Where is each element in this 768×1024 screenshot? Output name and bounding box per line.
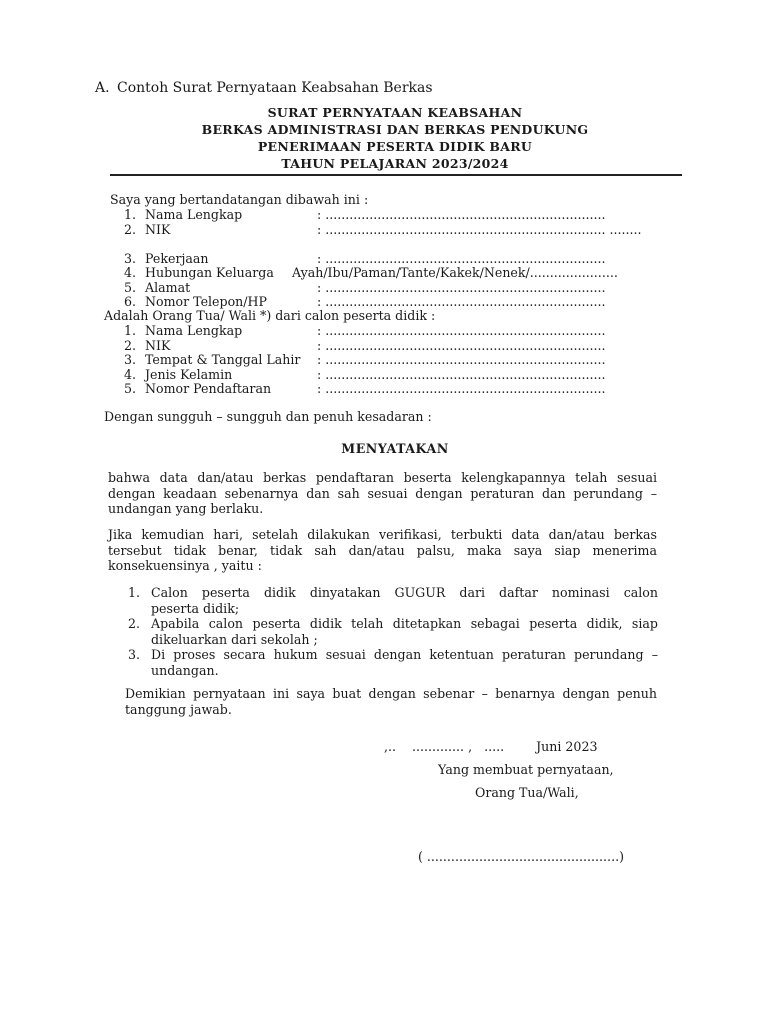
field-number: 4. [123, 265, 136, 280]
list-line: peserta didik; [151, 600, 240, 616]
signature-maker: Yang membuat pernyataan, [438, 762, 614, 777]
field-blank: : ...................................................................... [317, 323, 606, 338]
field-label: NIK [145, 338, 171, 353]
paragraph-line: bahwa data dan/atau berkas pendaftaran beserta kelengkapannya telah sesuai [108, 470, 657, 485]
consequence-list [128, 585, 658, 678]
field-blank: : ...................................................................... [317, 352, 606, 367]
paragraph-line: konsekuensinya , yaitu : [108, 558, 262, 573]
field-label: Nama Lengkap [145, 323, 243, 338]
title-divider [110, 174, 682, 176]
paragraph-consequence [108, 527, 657, 574]
list-line: dikeluarkan dari sekolah ; [151, 631, 318, 647]
list-line: Calon peserta didik dinyatakan GUGUR dari daftar nominasi calon [151, 585, 658, 600]
list-item [128, 647, 658, 678]
field-label: Nomor Pendaftaran [145, 381, 272, 396]
field-blank: : ...................................................................... [317, 280, 606, 295]
list-line: Di proses secara hukum sesuai dengan ketentuan peraturan perundang – [151, 647, 658, 662]
document-title-block [110, 104, 680, 172]
field-blank: : ...................................................................... [317, 381, 606, 396]
list-number: 2. [128, 616, 141, 631]
field-blank: : ...................................................................... ........ [317, 222, 642, 237]
list-line: undangan. [151, 662, 219, 678]
list-number: 3. [128, 647, 141, 662]
field-blank: : ...................................................................... [317, 294, 606, 309]
field-label: Jenis Kelamin [145, 367, 233, 382]
signature-role: Orang Tua/Wali, [475, 785, 579, 800]
field-label: NIK [145, 222, 171, 237]
field-label: Alamat [145, 280, 191, 295]
field-blank: : ...................................................................... [317, 338, 606, 353]
declare-heading: MENYATAKAN [341, 441, 449, 456]
field-label: Hubungan Keluarga [145, 265, 274, 280]
field-number: 2. [123, 222, 136, 237]
section-heading [95, 80, 433, 96]
list-number: 1. [128, 585, 141, 600]
field-number: 3. [123, 352, 136, 367]
signature-name-blank: ( ................................................) [418, 849, 624, 864]
paragraph-line: tersebut tidak benar, tidak sah dan/atau palsu, maka saya siap menerima [108, 542, 657, 558]
section-letter: A. [95, 80, 110, 96]
title-line-4: TAHUN PELAJARAN 2023/2024 [281, 156, 509, 171]
intro-student: Adalah Orang Tua/ Wali *) dari calon peserta didik : [104, 308, 436, 323]
awareness-line: Dengan sungguh – sungguh dan penuh kesadaran : [104, 409, 432, 424]
field-blank: : ...................................................................... [317, 251, 606, 266]
field-label: Tempat & Tanggal Lahir [145, 352, 301, 367]
field-number: 5. [123, 381, 136, 396]
intro-parent: Saya yang bertandatangan dibawah ini : [110, 192, 369, 207]
list-item [128, 585, 658, 616]
field-number: 4. [123, 367, 136, 382]
field-number: 2. [123, 338, 136, 353]
section-title: Contoh Surat Pernyataan Keabsahan Berkas [117, 80, 433, 96]
field-label: Pekerjaan [145, 251, 209, 266]
paragraph-line: Demikian pernyataan ini saya buat dengan sebenar – benarnya dengan penuh [125, 686, 657, 701]
list-item [128, 616, 658, 647]
paragraph-line: Jika kemudian hari, setelah dilakukan verifikasi, terbukti data dan/atau berkas [108, 527, 657, 542]
field-blank: : ...................................................................... [317, 207, 606, 222]
field-number: 1. [123, 323, 136, 338]
field-label: Nomor Telepon/HP [145, 294, 267, 309]
title-line-3: PENERIMAAN PESERTA DIDIK BARU [257, 139, 533, 154]
signature-date-line: ,.. ............. , ..... Juni 2023 [384, 739, 598, 754]
paragraph-line: undangan yang berlaku. [108, 501, 264, 516]
field-number: 6. [123, 294, 136, 309]
field-number: 3. [123, 251, 136, 266]
title-line-1: SURAT PERNYATAAN KEABSAHAN [267, 105, 523, 120]
field-number: 1. [123, 207, 136, 222]
field-blank: Ayah/Ibu/Paman/Tante/Kakek/Nenek/...................... [292, 265, 618, 280]
field-blank: : ...................................................................... [317, 367, 606, 382]
paragraph-validity [108, 470, 657, 517]
field-number: 5. [123, 280, 136, 295]
paragraph-line: dengan keadaan sebenarnya dan sah sesuai dengan peraturan dan perundang – [108, 485, 657, 501]
title-line-2: BERKAS ADMINISTRASI DAN BERKAS PENDUKUNG [201, 122, 589, 137]
closing-statement [125, 686, 657, 717]
paragraph-line: tanggung jawab. [125, 701, 232, 717]
list-line: Apabila calon peserta didik telah ditetapkan sebagai peserta didik, siap [151, 616, 658, 631]
field-label: Nama Lengkap [145, 207, 243, 222]
